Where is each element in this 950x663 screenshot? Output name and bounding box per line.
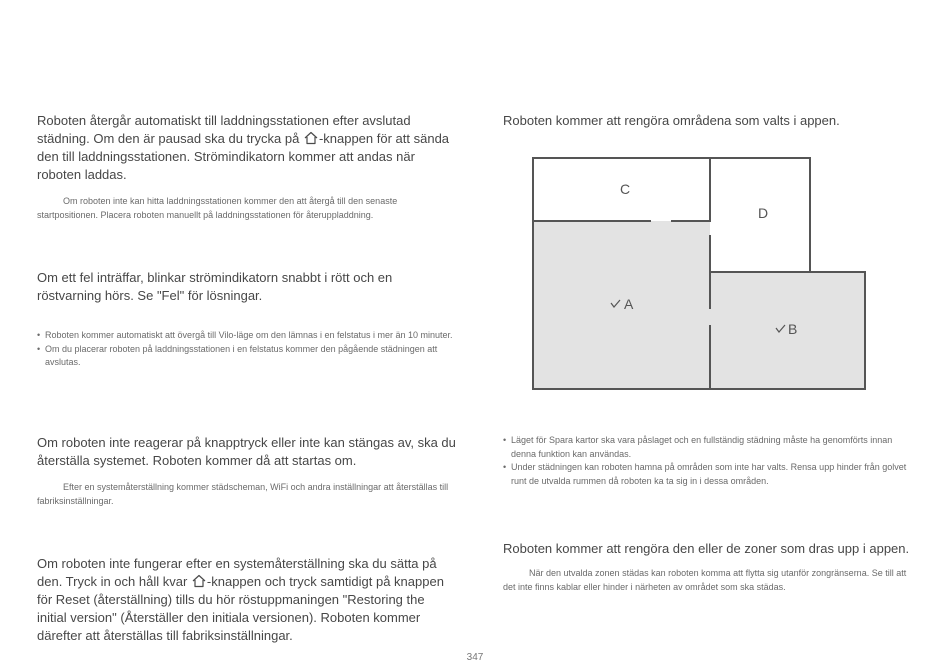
list-item: • Läget för Spara kartor ska vara påslaget och en fullständig städning måste ha genomförts innan denna funktion kan användas. [503,434,913,461]
right-section-zone-cleaning [503,540,913,594]
left-section-return-to-dock [37,112,457,222]
error-bullets [37,329,457,370]
room-map-diagram [520,150,880,400]
home-icon [191,574,207,588]
room-a-fill [533,221,710,389]
return-to-dock-text: Roboten återgår automatiskt till laddningsstationen efter avslutad städning. Om den är pausad ska du trycka på -knappen för att sända den till laddningsstationen. Strömindikatorn kommer att andas när roboten laddas. [37,113,450,182]
page-number: 347 [466,652,484,663]
reset-note: Efter en systemåterställning kommer städscheman, WiFi och andra inställningar att återställas till fabriksinställningar. [37,482,449,506]
room-b-label: B [788,321,798,337]
room-cleaning-text: Roboten kommer att rengöra områdena som valts i appen. [503,113,840,128]
left-section-reset [37,434,457,508]
zone-cleaning-note: När den utvalda zonen städas kan roboten komma att flytta sig utanför zongränserna. Se till att det inte finns kablar eller hinder i närheten av området som ska städas. [503,568,907,592]
room-c-label: C [619,181,631,197]
room-a-label: A [624,296,634,312]
reset-text: Om roboten inte reagerar på knapptryck eller inte kan stängas av, ska du återställa systemet. Roboten kommer då att startas om. [37,435,456,468]
home-icon [303,131,319,145]
left-section-factory-reset [37,555,457,645]
room-d-label: D [757,205,769,221]
zone-cleaning-text: Roboten kommer att rengöra den eller de zoner som dras upp i appen. [503,541,910,556]
map-notes-bullets [503,434,913,488]
error-text: Om ett fel inträffar, blinkar strömindikatorn snabbt i rött och en röstvarning hörs. Se "Fel" för lösningar. [37,270,393,303]
factory-reset-text: Om roboten inte fungerar efter en systemåterställning ska du sätta på den. Tryck in och håll kvar -knappen och tryck samtidigt på knappen för Reset (återställning) tills du hör röstuppmaningen "Restoring the initial version" (Återställer den initiala versionen). Roboten kommer därefter att återställas till fabriksinställningar. [37,556,444,643]
right-section-map-notes [503,434,913,488]
list-item: • Om du placerar roboten på laddningsstationen i en felstatus kommer den pågående städningen att avslutas. [37,343,457,370]
list-item: • Roboten kommer automatiskt att övergå till Vilo-läge om den lämnas i en felstatus i mer än 10 minuter. [37,329,457,343]
left-section-error [37,269,457,370]
right-section-room-cleaning [503,112,913,130]
return-to-dock-note: Om roboten inte kan hitta laddningsstationen kommer den att återgå till den senaste startpositionen. Placera roboten manuellt på laddningsstationen för återuppladdning. [37,196,398,220]
list-item: • Under städningen kan roboten hamna på områden som inte har valts. Rensa upp hinder från golvet runt de utvalda rummen då roboten ka ta sig in i dessa områden. [503,461,913,488]
